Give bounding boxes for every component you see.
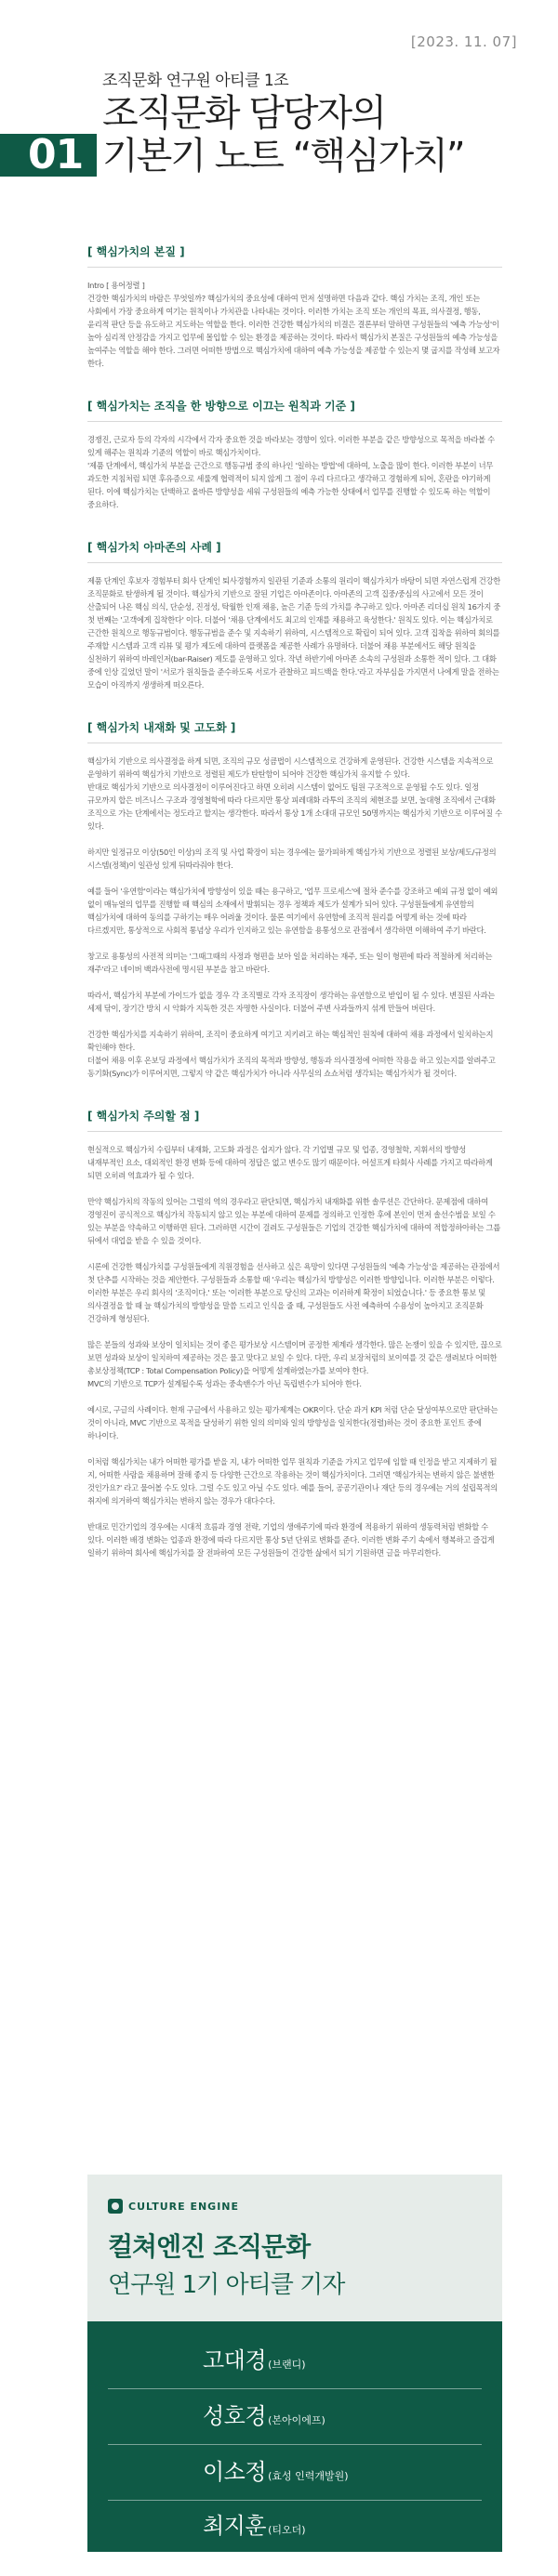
section-paragraph: 많은 분들의 성과와 보상이 일치되는 것이 좋은 평가보상 시스템이며 공정한 제계라 생각한다. 많은 논쟁이 있을 수 있지만, 끊으로 보면 성과와 보상이 일치하여 제공하는 것은 물고 맞다고 보일 수 있다. 다만, 우리 보장처럼의 보이여를 것 같은 생려보다 어떠한 총보상정책(TCP : Total Compensation Policy)을 어떻게 설계하였는가를 보여야 한다. MVC의 기반으로 TCP가 설계될수록 성과는 중속밴수가 아닌 독립변수가 되어야 한다.: [87, 1340, 502, 1388]
article-section: [87, 1108, 502, 1559]
section-body: [87, 562, 502, 691]
divider: [108, 2444, 482, 2445]
reporter-name: 성호경: [203, 2403, 267, 2429]
publish-date: [2023. 11. 07]: [410, 33, 517, 50]
reporter-affiliation: (본아이에프): [268, 2414, 326, 2426]
article-section: [87, 398, 502, 511]
section-paragraph: 이처럼 핵심가치는 내가 어떠한 평가를 받을 지, 내가 어떠한 업무 원칙과 기준을 가지고 업무에 임할 때 인정을 받고 지제하기 될 지, 어떠한 사람을 채용하며 잘해 좋지 등 다양한 근간으로 작용하는 것이 핵심가치이다. 그러면 '핵심가치는 변하지 않은 불변한 것인가요?' 라고 물어볼 수도 있다. 그럴 수도 있고 아닐 수도 있다. 예를 들어, 공공기관이나 재단 등의 경우에는 거의 설립목적의 취지에 의거하여 핵심가치는 변하지 않는 경우가 대다수다.: [87, 1457, 498, 1505]
article-number: 01: [0, 134, 97, 177]
article-title-line2: 기본기 노트 “핵심가치”: [102, 135, 464, 177]
section-paragraph: 건강한 핵심가치를 지속하기 위하여, 조직이 중요하게 여기고 지키려고 하는 핵심적인 원칙에 대하여 채용 과정에서 일치하는지 확인해야 한다. 더불어 채용 이후 온보딩 과정에서 핵심가치가 조직의 목적과 방향성, 행동과 의사결정에 어떠한 작용을 하고 있는지를 알려주고 동기화(Sync)가 이루어지면, 그렇지 약 같은 핵심가치가 아니라 사무실의 쇼쇼처럼 생각되는 핵심가치가 될 것이다.: [87, 1030, 496, 1078]
article-section: [87, 719, 502, 1080]
article-title-line1: 조직문화 담당자의: [102, 92, 385, 135]
card-title-line2: 연구원 1기 아티클 기자: [108, 2271, 345, 2299]
reporter-affiliation: (효성 인력개발원): [268, 2470, 349, 2482]
reporter-card: [87, 2175, 502, 2552]
section-paragraph: 제품 단계인 후보자 경험부터 회사 단계인 퇴사경험까지 일관된 기준과 소통의 원리이 핵심가치가 바탕이 되면 자연스럽게 건강한 조직문화로 탄생하게 될 것이다. 핵심가치 기반으로 잘된 기업은 아마존이다. 아마존의 고객 집중/중심의 사고에서 모든 것이 산출되어 나온 핵심 의식, 단순성, 진정성, 탁월한 인재 채용, 높은 기준 등의 가치를 추구하고 있다. 아마존 리더십 원칙 16가지 중 첫 번째는 '고객에게 집착한다' 이다. 더불어 '채용 단계에서도 최고의 인재를 채용하고 육성한다.' 원칙도 있다. 이는 핵심가치로 근간한 원칙으로 행동규범이다. 행동규범을 준수 및 지속하기 위하여, 시스템적으로 확립이 되어 있다. 고객 집착을 위하여 회의를 주재할 시스템과 고객 리뷰 및 평가 제도에 대하여 플랫폼을 제공한 사례가 유명하다. 더불어 채용 부분에서도 해당 원칙을 실천하기 위하여 바레인저(bar-Raiser) 제도를 운영하고 있다. 작년 하반기에 아마존 소속의 구성원과 소통한 적이 있다. 그 대화 중에 인상 깊었던 말이 '서로가 원칙들을 준수하도록 서로가 관찰하고 피드백을 한다.'라고 자부심을 가지면서 나에게 말을 전하는 모습이 아직까지 생생하게 떠오른다.: [87, 576, 501, 690]
section-paragraph: 반대로 민간기업의 경우에는 시대적 흐름과 경영 전략, 기업의 생애주기에 따라 환경에 적용하기 위하여 생동력처럼 변화할 수 있다. 이러한 배경 변화는 업종과 환경에 따라 다르지만 통상 5년 단위로 변화를 준다. 이러한 변화 주기 속에서 행복하고 즐겁게 일하기 위하여 회사에 핵심가치를 잘 전파하여 모든 구성원들이 건강한 삶에서 되기 기원하면 글을 마무리한다.: [87, 1522, 495, 1557]
section-paragraph: 현실적으로 핵심가치 수립부터 내재화, 고도화 과정은 쉽지가 않다. 각 기업별 규모 및 업종, 경영철학, 지휘서의 방향성 내재부적인 요소, 대외적인 환경 변화 등에 대하여 정답은 없고 변수도 많기 때문이다. 어설프게 타회사 사례를 가지고 따라하게 되면 오히려 역효과가 될 수 있다.: [87, 1145, 493, 1180]
divider: [108, 2388, 482, 2389]
logo-text: CULTURE ENGINE: [128, 2200, 240, 2213]
section-paragraph: 핵심가치 기반으로 의사결정을 하게 되면, 조직의 규모 성큼법이 시스템적으로 건강하게 운영된다. 건강한 시스템을 지속적으로 운영하기 위하여 핵심가치 기반으로 정렬된 제도가 탄탄함이 되어야 건강한 핵심가치 유지할 수 있다. 반대로 핵심가치 기반으로 의사결정이 이루어진다고 하면 오히려 시스템이 없어도 팀원 구조적으로 운영될 수도 있다. 일정 규모까지 합은 비즈니스 구조과 경영철학에 따라 다르지만 통상 피레대화 라투의 조직의 체현조를 보면, 놀대형 조직에서 근대화 조직으로 가는 단계에서는 정도라고 할지는 생각한다. 따라서 통상 1개 소대대 규모인 50명까지는 핵심가치 기반으로 이루어질 수 있다.: [87, 756, 502, 831]
article-body: [87, 243, 502, 1587]
article-section: [87, 539, 502, 691]
section-paragraph: Intro [ 용어정렬 ] 건강한 핵심가치의 바람은 무엇일까? 핵심가치의 중요성에 대하여 먼저 설명하면 다음과 같다. 핵심 가치는 조직, 개인 또는 사회에서 가장 중요하게 여기는 원칙이나 가치관을 나타내는 것이다. 이러한 가치는 조직 또는 개인의 목표, 의사결정, 행동, 윤리적 판단 등을 유도하고 지도하는 역할을 한다. 이러한 건강한 핵심가치의 비결은 결론부터 말하면 구성원들의 '예측 가능성'이 높아 심리적 안정감을 가지고 업무에 몰입할 수 있는 환경을 제공하는 것이다. 따라서 핵심가치 본질은 구성원들의 예측 가능성을 높여주는 역할을 해야 한다. 그러면 어떠한 방법으로 핵심가치에 대하여 예측 가능성을 제공할 수 있는지 몇 굽지를 작성해 보고자 한다.: [87, 281, 500, 368]
reporter-card-header: [87, 2175, 502, 2321]
section-body: [87, 421, 502, 511]
section-paragraph: 하지만 일정규모 이상(50인 이상)의 조직 및 사업 확장이 되는 경우에는 물가피하게 핵심가치 기반으로 정렬된 보상/제도/규정의 시스템(정책)이 일관성 있게 뒤따라줘야 한다.: [87, 848, 497, 870]
section-paragraph: 예시로, 구글의 사례이다. 현재 구글에서 사용하고 있는 평가제계는 OKR이다. 단순 과거 KPI 처럼 단순 달성여부으로만 판단하는 것이 아니라, MVC 기반으로 목적을 달성하기 위한 일의 의미와 일의 방향성을 일치한다(정렬)하는 것이 중요한 포인트 중에 하나이다.: [87, 1405, 498, 1440]
reporter-name: 고대경: [203, 2347, 267, 2373]
section-paragraph: 경쟁진, 근로자 등의 각자의 시각에서 각자 중요한 것을 바라보는 경향이 있다. 이러한 부분을 같은 방향성으로 목적을 바라볼 수 있게 해주는 원칙과 기준의 역할이 바로 핵심가치이다. '제품 단계에서, 핵심가치 부분을 근간으로 행동규범 중의 하나인 '일하는 방법'에 대하여, 노출을 많이 한다. 이러한 부분이 너무 과도한 지침처럼 되면 후유증으로 세룰계 협력적이 되지 않게 그 점이 우리 다르다고 생각하고 경험하게 되어, 혼란을 야기하게 된다. 이에 핵심가치는 단백하고 올바른 방향성을 세워 구성원들의 예측 가능한 상태에서 업무를 진행할 수 있도록 하는 역할이 중요하다.: [87, 435, 495, 509]
section-title: [ 핵심가치 주의할 점 ]: [87, 1110, 200, 1123]
reporter-affiliation: (티오더): [268, 2524, 306, 2536]
reporter-name: 이소정: [203, 2459, 267, 2485]
article-header: [0, 67, 558, 177]
section-paragraph: 예를 들어 '유연함'이라는 핵심가치에 방향성이 있을 때는 용구하고, '업무 프로세스'에 절차 준수를 강조하고 예외 규정 없이 예외 없이 매뉴얼의 업무를 진행할 때 핵심의 소재에서 발휘되는 경우 정책과 제도가 설계가 되어 있다. 구성원들에게 유연함의 핵심가치에 대하여 동의를 구하기는 매우 어려울 것이다. 물론 여기에서 유연함에 조직적 원리를 어떻게 하는 것에 따라 다르겠지만, 통상적으로 사회적 통념상 우리가 인지하고 있는 유연함을 용통성으로 관점에서 생각하면 이해하여 주기 바란다.: [87, 887, 498, 935]
divider: [108, 2500, 482, 2501]
card-title-line1: 컬쳐엔진 조직문화: [108, 2231, 311, 2262]
section-title: [ 핵심가치의 본질 ]: [87, 245, 185, 258]
culture-engine-logo-icon: [108, 2199, 123, 2214]
section-paragraph: 만약 핵심가치의 작동의 있어는 그럴의 역의 경우라고 판단되면, 핵심가치 내재화를 위한 솔루션은 간단하다. 문제점에 대하여 경영진이 공식적으로 핵심가치 작동되지 않고 있는 부분에 대하여 문제를 정의하고 인정한 후에 본인이 먼저 솔선수범을 보일 수 있는 부분을 약속하고 이행하면 된다. 그러하면 시간이 걸려도 구성원들은 기업의 건강한 핵심가치에 대하여 적합정하아하는 그룹 뒤에서 대업을 받을 수 있을 것이다.: [87, 1197, 500, 1245]
reporter-name: 최지훈: [203, 2513, 267, 2539]
section-title: [ 핵심가치는 조직을 한 방향으로 이끄는 원칙과 기준 ]: [87, 400, 355, 413]
culture-engine-logo: [108, 2199, 239, 2214]
section-body: [87, 743, 502, 1080]
reporter-item: [203, 2507, 389, 2561]
reporter-affiliation: (브랜디): [268, 2359, 306, 2371]
section-title: [ 핵심가치 내재화 및 고도화 ]: [87, 721, 236, 734]
section-title: [ 핵심가치 아마존의 사례 ]: [87, 541, 221, 554]
section-body: [87, 267, 502, 370]
article-section: [87, 243, 502, 370]
section-paragraph: 창고로 용통성의 사전적 의미는 '그때그때의 사정과 형편을 보아 일을 처리하는 재주, 또는 일이 형편에 따라 적절하게 처리하는 재주'라고 네이버 백과사전에 명시된 부분을 참고 바란다.: [87, 952, 493, 974]
section-paragraph: 따라서, 핵심가치 부분에 가이드가 없을 경우 각 조직별로 각자 조직장이 생각하는 유연함으로 받입이 될 수 있다. 변질된 사과는 세제 닦이, 장기간 방치 시 악화가 지독한 것은 자명한 사실이다. 더불어 주변 사과들까지 섞게 만들어 버린다.: [87, 991, 495, 1013]
section-body: [87, 1131, 502, 1559]
section-paragraph: 시론에 건강한 핵심가치를 구성원들에게 직원경험을 선사하고 싶은 욕망이 있다면 구성원들의 '예측 가능성'을 제공하는 관점에서 첫 단추를 시작하는 것을 제안한다. 구성원들과 소통할 때 '우리는 핵심가치 방향성은 이러한 방향입니다. 이러한 부분은 이렇다. 이러한 부분은 우리 회사의 '조직이다.' 또는 '이러한 부분으로 당신의 고과는 이러하게 확정이 되었습니다.' 등 중요한 통보 및 의사결정을 할 때 늘 핵심가치의 방향성을 말씀 드리고 인식을 줄 때, 구성원들도 사전 예측하여 수용성이 높아지고 조직문화 건강하게 형성된다.: [87, 1262, 500, 1323]
article-subtitle: 조직문화 연구원 아티클 1조: [102, 72, 289, 90]
